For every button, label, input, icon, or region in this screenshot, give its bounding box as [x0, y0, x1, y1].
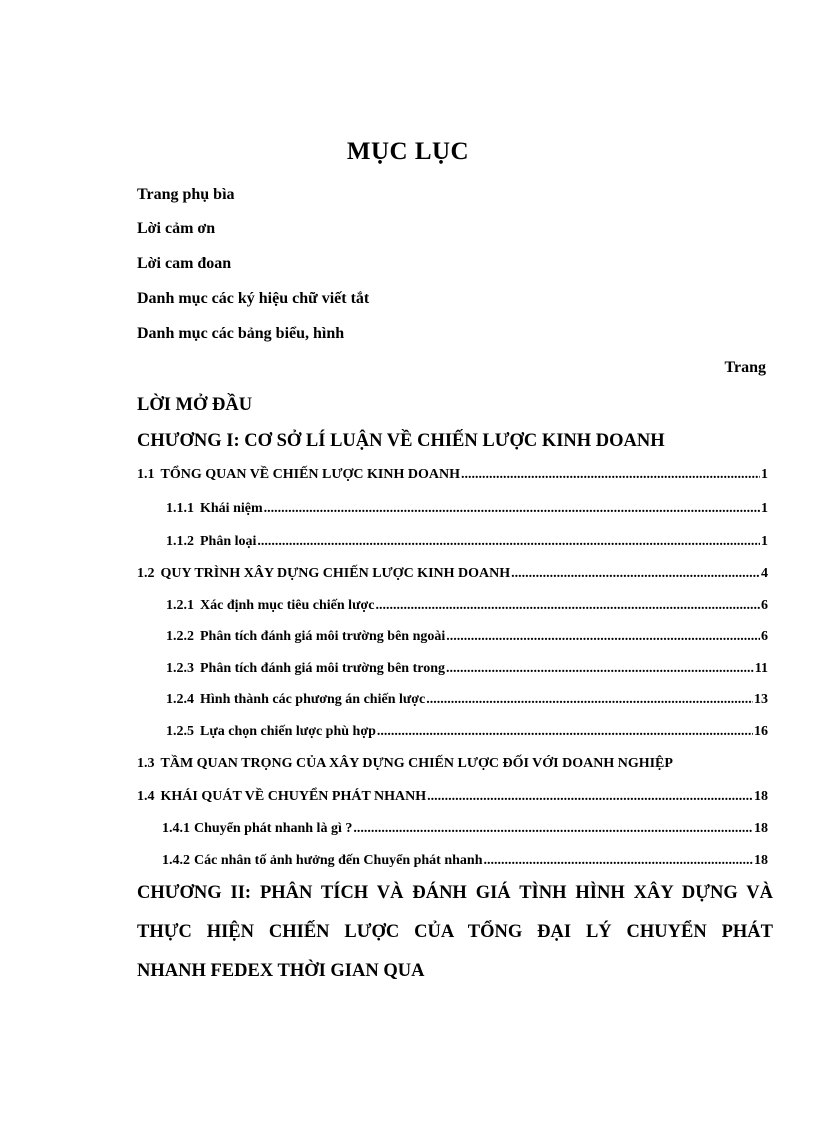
toc-label: TẦM QUAN TRỌNG CỦA XÂY DỰNG CHIẾN LƯỢC ĐỐI VỚI DOANH NGHIỆP: [160, 756, 673, 771]
toc-page: 18: [754, 789, 768, 804]
front-matter-tables-figures: Danh mục các bảng biểu, hình: [137, 325, 345, 342]
toc-label: Các nhân tố ảnh hưởng đến Chuyển phát nhanh: [194, 853, 483, 868]
toc-label: Lựa chọn chiến lược phù hợp: [200, 724, 376, 739]
toc-label: Phân loại: [200, 534, 257, 549]
toc-number: 1.4.1: [162, 821, 190, 836]
toc-number: 1.2.2: [166, 629, 194, 644]
toc-page: 18: [754, 821, 768, 836]
toc-number: 1.4.2: [162, 853, 190, 868]
front-matter-declaration: Lời cam đoan: [137, 255, 232, 272]
toc-label: Xác định mục tiêu chiến lược: [200, 598, 375, 613]
toc-entry-1-4-1[interactable]: [162, 821, 768, 837]
intro-heading: LỜI MỞ ĐẦU: [137, 395, 253, 415]
toc-number: 1.1.2: [166, 534, 194, 549]
toc-leader: [461, 467, 760, 483]
toc-entry-1-3[interactable]: [137, 756, 774, 772]
toc-page: 11: [754, 661, 768, 676]
chapter-1-heading: CHƯƠNG I: CƠ SỞ LÍ LUẬN VỀ CHIẾN LƯỢC KINH DOANH: [137, 431, 665, 451]
toc-page: 13: [754, 692, 768, 707]
toc-leader: [446, 629, 760, 645]
toc-leader: [511, 566, 760, 582]
front-matter-abbreviations: Danh mục các ký hiệu chữ viết tắt: [137, 290, 370, 307]
toc-number: 1.2.1: [166, 598, 194, 613]
toc-leader: [264, 501, 760, 517]
toc-leader: [427, 789, 753, 805]
toc-page: 1: [761, 467, 768, 482]
toc-entry-1-2-4[interactable]: [166, 692, 768, 708]
toc-leader: [257, 534, 760, 550]
toc-entry-1-4[interactable]: [137, 789, 768, 805]
toc-number: 1.2.4: [166, 692, 194, 707]
toc-number: 1.4: [137, 789, 155, 804]
chapter-2-heading-line-1: CHƯƠNG II: PHÂN TÍCH VÀ ĐÁNH GIÁ TÌNH HÌNH XÂY DỰNG VÀ: [137, 883, 773, 903]
toc-label: TỔNG QUAN VỀ CHIẾN LƯỢC KINH DOANH: [160, 467, 460, 482]
toc-number: 1.1: [137, 467, 155, 482]
chapter-2-heading-line-2: THỰC HIỆN CHIẾN LƯỢC CỦA TỔNG ĐẠI LÝ CHUYỂN PHÁT: [137, 922, 773, 942]
page-column-label: Trang: [724, 359, 766, 376]
front-matter-cover: Trang phụ bìa: [137, 186, 235, 203]
toc-label: Chuyển phát nhanh là gì ?: [194, 821, 353, 836]
toc-entry-1-1-2[interactable]: [166, 534, 768, 550]
toc-number: 1.2: [137, 566, 155, 581]
toc-page: 16: [754, 724, 768, 739]
toc-page: 6: [761, 598, 768, 613]
toc-page: 1: [761, 534, 768, 549]
toc-entry-1-1[interactable]: [137, 467, 768, 483]
toc-label: Khái niệm: [200, 501, 263, 516]
chapter-2-heading-line-3: NHANH FEDEX THỜI GIAN QUA: [137, 961, 425, 981]
toc-entry-1-2-3[interactable]: [166, 661, 768, 677]
toc-entry-1-4-2[interactable]: [162, 853, 768, 869]
toc-entry-1-2[interactable]: [137, 566, 768, 582]
toc-page: 1: [761, 501, 768, 516]
toc-leader: [426, 692, 753, 708]
toc-entry-1-2-5[interactable]: [166, 724, 768, 740]
toc-label: Phân tích đánh giá môi trường bên trong: [200, 661, 445, 676]
toc-number: 1.3: [137, 756, 155, 771]
toc-page: 6: [761, 629, 768, 644]
toc-leader: [353, 821, 753, 837]
toc-number: 1.2.5: [166, 724, 194, 739]
toc-label: Phân tích đánh giá môi trường bên ngoài: [200, 629, 446, 644]
toc-leader: [375, 598, 760, 614]
toc-number: 1.2.3: [166, 661, 194, 676]
toc-leader: [377, 724, 753, 740]
toc-label: QUY TRÌNH XÂY DỰNG CHIẾN LƯỢC KINH DOANH: [160, 566, 511, 581]
toc-label: Hình thành các phương án chiến lược: [200, 692, 426, 707]
toc-entry-1-2-1[interactable]: [166, 598, 768, 614]
front-matter-acknowledgements: Lời cảm ơn: [137, 220, 216, 237]
page-title: MỤC LỤC: [346, 138, 470, 165]
toc-page: 4: [761, 566, 768, 581]
toc-entry-1-2-2[interactable]: [166, 629, 768, 645]
toc-number: 1.1.1: [166, 501, 194, 516]
toc-label: KHÁI QUÁT VỀ CHUYỂN PHÁT NHANH: [160, 789, 427, 804]
toc-page: 18: [754, 853, 768, 868]
toc-leader: [484, 853, 754, 869]
toc-entry-1-1-1[interactable]: [166, 501, 768, 517]
toc-leader: [446, 661, 754, 677]
